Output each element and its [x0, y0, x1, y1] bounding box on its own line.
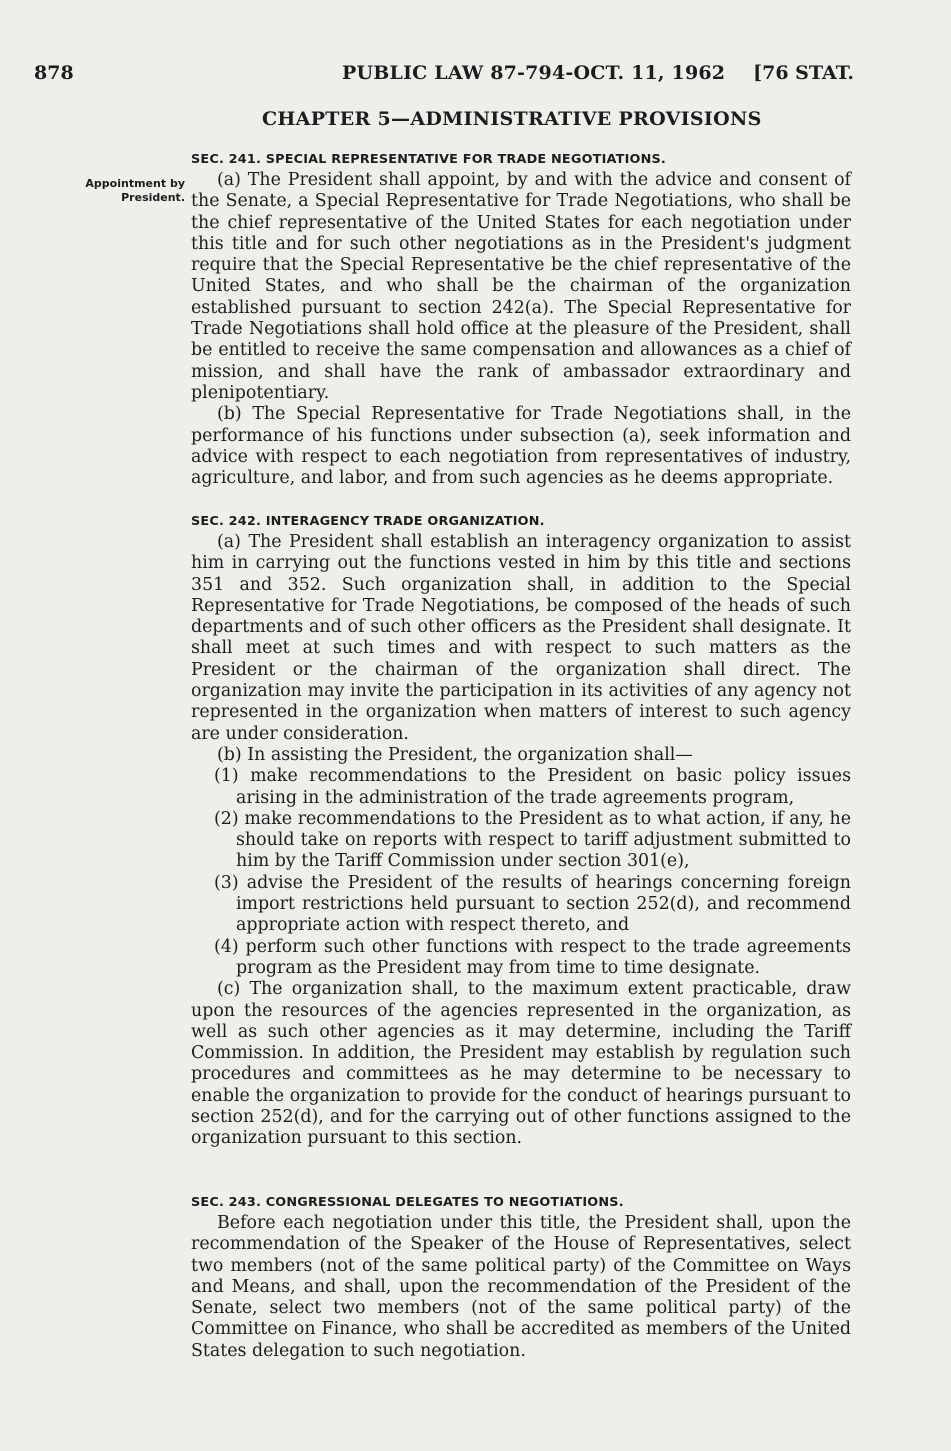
section-241: [191, 150, 851, 489]
section-241-para-b: (b) The Special Representative for Trade Negotiations shall, in the performance of his functions under subsection (a), seek information and advice with respect to each negotiation from representatives of industry, agriculture, and labor, and from such agencies as he deems appropriate.: [191, 404, 851, 489]
section-242-heading: SEC. 242. INTERAGENCY TRADE ORGANIZATION.: [191, 514, 545, 529]
section-242-para-a: (a) The President shall establish an interagency organization to assist him in carrying out the functions vested in him by this title and sections 351 and 352. Such organization shall, in addition to the Special Representative for Trade Negotiations, be composed of the heads of such departments and of such other officers as the President shall designate. It shall meet at such times and with respect to such matters as the President or the chairman of the organization shall direct. The organization may invite the participation in its activities of any agency not represented in the organization when matters of interest to such agency are under consideration.: [191, 532, 851, 744]
section-243: [191, 1193, 851, 1362]
volume-reference: [76 STAT.: [753, 62, 854, 84]
page-header: [34, 62, 854, 92]
section-243-para: Before each negotiation under this title, the President shall, upon the recommendation of the Speaker of the House of Representatives, select two members (not of the same political party) of the Committee on Ways and Means, and shall, upon the recommendation of the President of the Senate, select two members (not of the same political party) of the Committee on Finance, who shall be accredited as members of the United States delegation to such negotiation.: [191, 1213, 851, 1361]
section-242: [191, 512, 851, 1150]
chapter-title: CHAPTER 5—ADMINISTRATIVE PROVISIONS: [262, 108, 762, 130]
margin-note-appointment: Appointment by President.: [85, 177, 185, 204]
section-241-para-a: (a) The President shall appoint, by and with the advice and consent of the Senate, a Special Representative for Trade Negotiations, who shall be the chief representative of the United States for each negotiation under this title and for such other negotiations as in the President's judgment require that the Special Representative be the chief representative of the United States, and who shall be the chairman of the organization established pursuant to section 242(a). The Special Representative for Trade Negotiations shall hold office at the pleasure of the President, shall be entitled to receive the same compensation and allowances as a chief of mission, and shall have the rank of ambassador extraordinary and plenipotentiary.: [191, 170, 851, 403]
section-242-item-4: (4) perform such other functions with respect to the trade agreements program as the President may from time to time designate.: [214, 936, 851, 978]
running-head: PUBLIC LAW 87-794-OCT. 11, 1962: [342, 62, 726, 84]
section-242-para-c: (c) The organization shall, to the maximum extent practicable, draw upon the resources of the agencies represented in the organization, as well as such other agencies as it may determine, including the Tariff Commission. In addition, the President may establish by regulation such procedures and committees as he may determine to be necessary to enable the organization to provide for the conduct of hearings pursuant to section 252(d), and for the carrying out of other functions assigned to the organization pursuant to this section.: [191, 979, 851, 1149]
section-242-item-2: (2) make recommendations to the President as to what action, if any, he should take on reports with respect to tariff adjustment submitted to him by the Tariff Commission under section 301(e),: [214, 808, 851, 872]
section-242-para-b: (b) In assisting the President, the organization shall—: [217, 744, 693, 765]
section-242-item-3: (3) advise the President of the results of hearings concerning foreign import restrictions held pursuant to section 252(d), and recommend appropriate action with respect thereto, and: [214, 872, 851, 936]
section-241-heading: SEC. 241. SPECIAL REPRESENTATIVE FOR TRADE NEGOTIATIONS.: [191, 152, 666, 167]
page-number: 878: [34, 62, 74, 84]
section-242-item-1: (1) make recommendations to the President on basic policy issues arising in the administration of the trade agreements program,: [214, 766, 851, 808]
section-243-heading: SEC. 243. CONGRESSIONAL DELEGATES TO NEGOTIATIONS.: [191, 1195, 624, 1210]
